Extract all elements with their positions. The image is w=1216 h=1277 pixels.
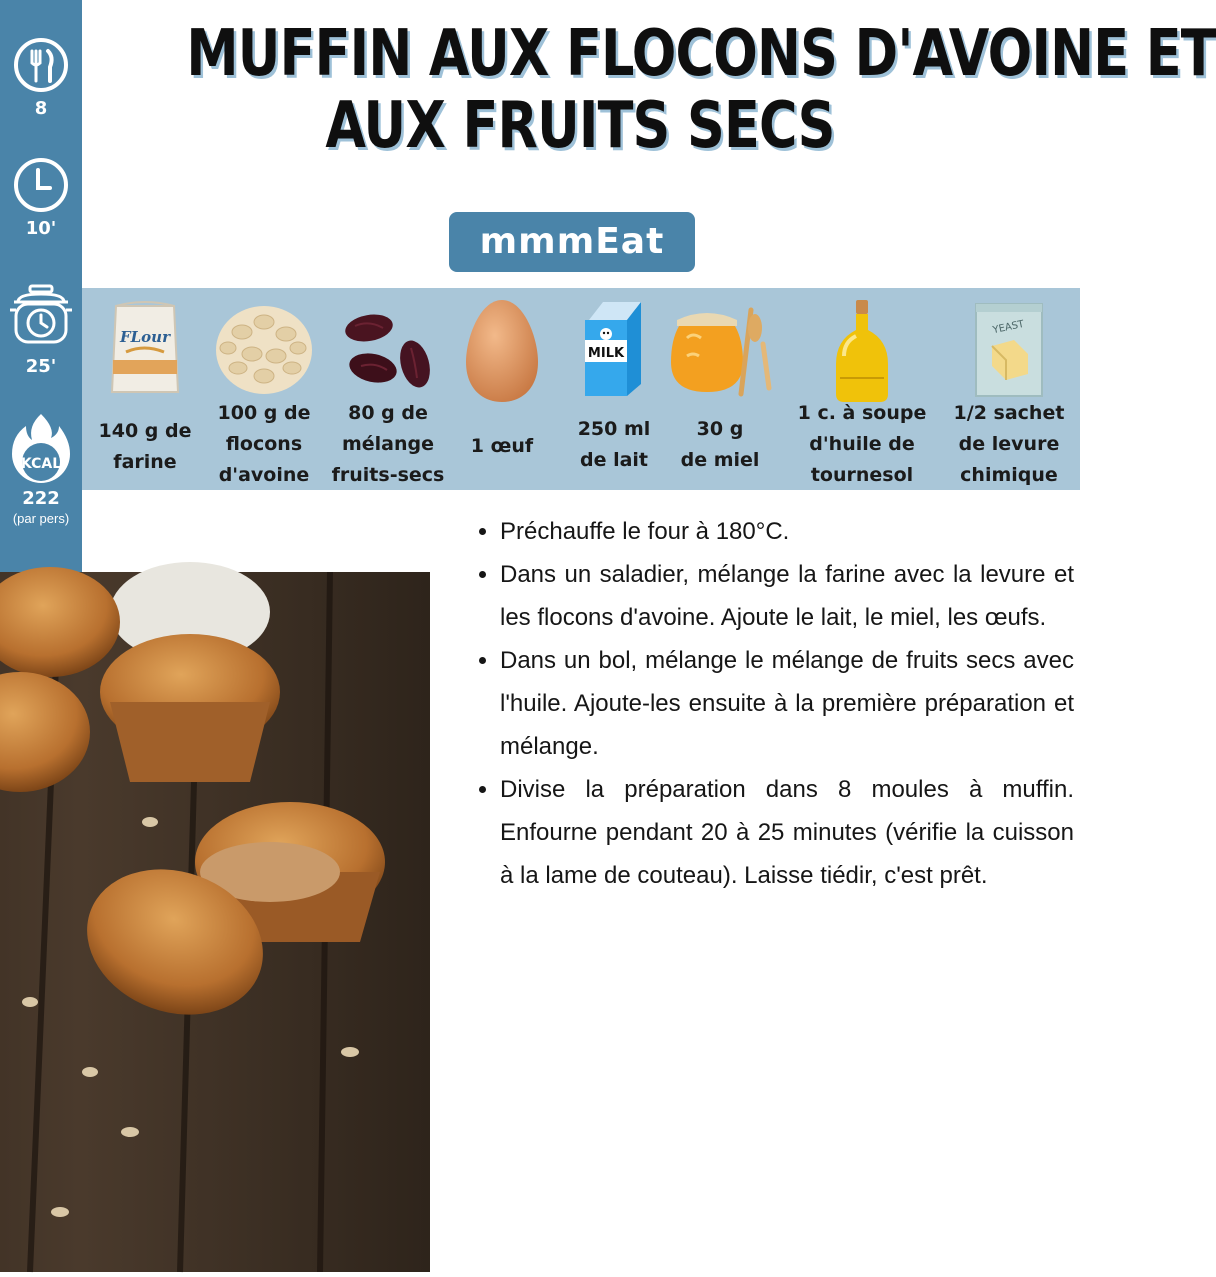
calories-value: 222 (22, 488, 60, 509)
ingredient-oil (788, 288, 936, 490)
yeast-pack-label: YEAST (991, 318, 1026, 337)
ingredient-egg (452, 288, 552, 490)
ingredient-flour (90, 288, 200, 490)
ingredient-egg-line-1: 1 œuf (470, 435, 534, 457)
ingredient-oats-line-2: flocons (225, 433, 303, 455)
servings-stat (0, 36, 82, 119)
step-1: • Préchauffe le four à 180°C. (500, 510, 1074, 553)
ingredient-dried-fruits-line-2: mélange (341, 433, 435, 455)
calories-stat (0, 412, 82, 526)
cook-time-value: 25' (25, 356, 57, 377)
cook-time-stat (0, 282, 82, 377)
ingredient-honey (664, 288, 776, 490)
brand-logo: mmmEat (449, 212, 695, 272)
recipe-title-line-2: AUX FRUITS SECS (325, 89, 835, 163)
ingredient-oats-line-1: 100 g de (217, 402, 311, 424)
flame-icon (10, 412, 72, 486)
fork-knife-icon (12, 36, 70, 94)
ingredient-oats (210, 288, 318, 490)
clock-icon (12, 156, 70, 214)
recipe-stats-sidebar (0, 0, 82, 612)
recipe-title (186, 17, 1216, 163)
ingredient-honey-line-1: 30 g (696, 418, 744, 440)
ingredient-dried-fruits-line-1: 80 g de (348, 402, 428, 424)
ingredient-dried-fruits-line-3: fruits-secs (331, 464, 445, 486)
ingredient-flour-line-2: farine (113, 451, 177, 473)
oat-flakes-icon (212, 298, 316, 398)
flour-pack-label: FLour (119, 328, 171, 346)
honey-jar-icon (665, 298, 775, 398)
prep-time-value: 10' (25, 218, 57, 239)
ingredient-honey-line-2: de miel (680, 449, 760, 471)
prep-time-stat (0, 156, 82, 239)
ingredient-yeast (942, 288, 1076, 490)
calories-unit: (par pers) (12, 511, 70, 526)
ingredient-oats-line-3: d'avoine (218, 464, 310, 486)
ingredient-yeast-line-3: chimique (960, 464, 1058, 486)
pressure-cooker-icon (8, 282, 74, 348)
ingredient-flour-line-1: 140 g de (98, 420, 192, 442)
ingredient-yeast-line-2: de levure (958, 433, 1060, 455)
flour-bag-icon (100, 298, 190, 398)
dried-fruits-icon (343, 298, 433, 398)
servings-value: 8 (34, 98, 48, 119)
muffin-photo (0, 572, 430, 1272)
oil-bottle-icon (832, 298, 892, 404)
ingredient-milk-line-1: 250 ml (577, 418, 651, 440)
ingredient-oil-line-1: 1 c. à soupe (797, 402, 927, 424)
ingredient-oil-line-3: tournesol (810, 464, 914, 486)
egg-icon (464, 298, 540, 404)
ingredient-milk (564, 288, 664, 490)
recipe-steps (474, 510, 1074, 897)
recipe-title-line-1: MUFFIN AUX FLOCONS D'AVOINE ET (186, 17, 1216, 91)
ingredient-oil-line-2: d'huile de (809, 433, 915, 455)
muffins-illustration (0, 572, 430, 1272)
step-2: • Dans un saladier, mélange la farine avec la levure et les flocons d'avoine. Ajoute le lait, le miel, les œufs. (500, 553, 1074, 639)
step-4: • Divise la préparation dans 8 moules à muffin. Enfourne pendant 20 à 25 minutes (vérifie la cuisson à la lame de couteau). Laisse tiédir, c'est prêt. (500, 768, 1074, 897)
step-3: • Dans un bol, mélange le mélange de fruits secs avec l'huile. Ajoute-les ensuite à la première préparation et mélange. (500, 639, 1074, 768)
ingredient-dried-fruits (326, 288, 450, 490)
ingredient-milk-line-2: de lait (579, 449, 649, 471)
ingredients-band (82, 288, 1080, 490)
kcal-icon-label: KCAL (20, 456, 62, 472)
yeast-packet-icon (972, 298, 1046, 402)
milk-pack-label: MILK (587, 346, 625, 361)
milk-carton-icon (581, 298, 647, 398)
ingredient-yeast-line-1: 1/2 sachet (953, 402, 1065, 424)
